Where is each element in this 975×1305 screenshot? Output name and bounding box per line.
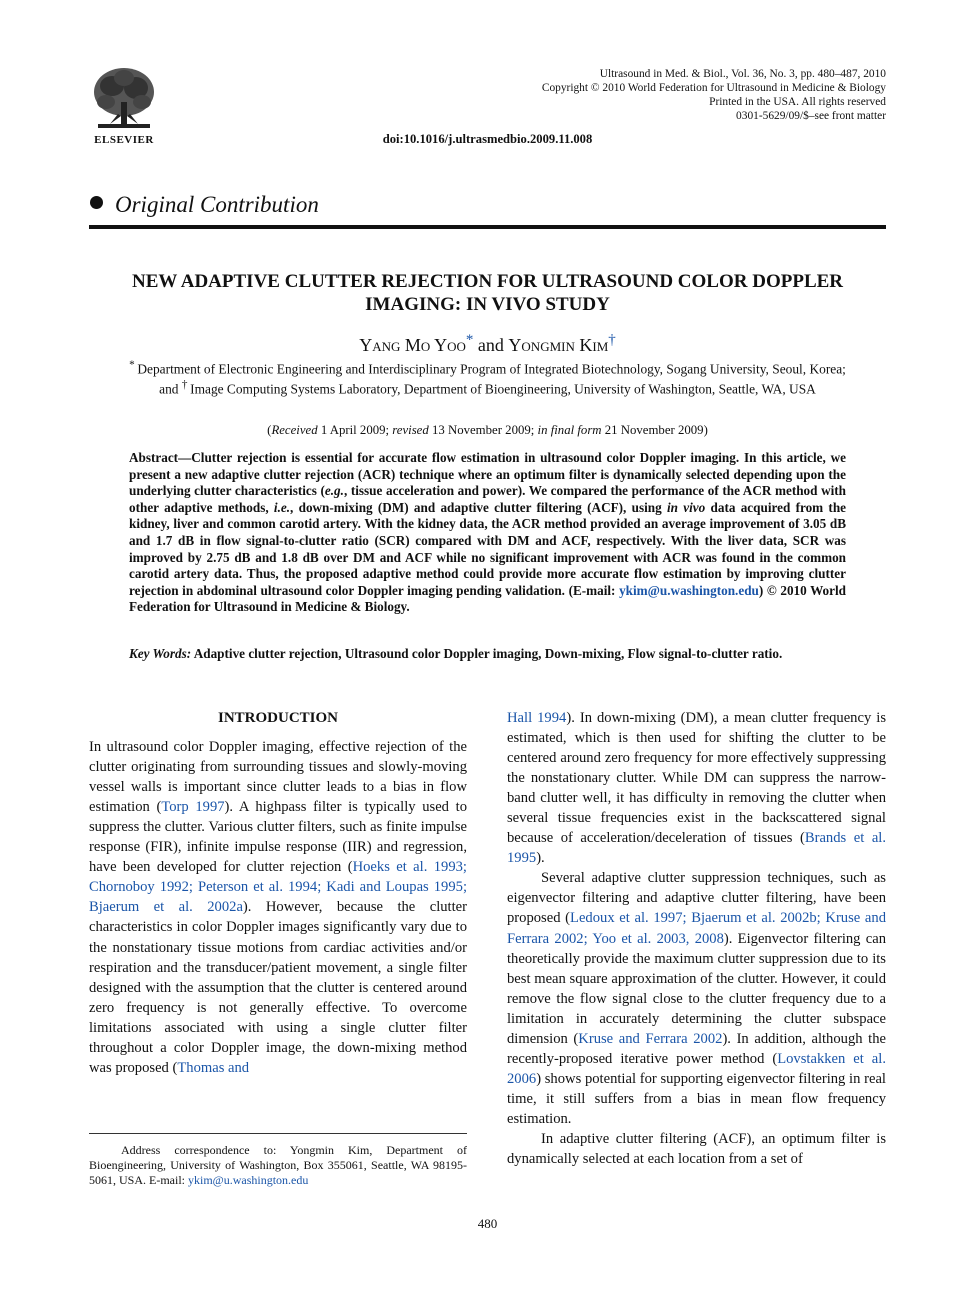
citation-link[interactable]: Kruse and Ferrara 2002 — [578, 1030, 723, 1047]
abstract-lead: Abstract—Clutter rejection is essential for accurate flow estimation in ultrasound color Doppler imaging. In this article, we present a new adaptive clutter rejection (ACR) technique where an optimum filter is dynamically selected depending upon the underlying clutter characteristics ( — [129, 450, 846, 499]
footnote-rule — [89, 1133, 467, 1134]
title-line-2: IMAGING: IN VIVO STUDY — [365, 294, 610, 315]
revised-date: 13 November 2009 — [431, 423, 531, 437]
keywords-label: Key Words: — [129, 646, 192, 661]
abstract-part3: , down-mixing (DM) and adaptive clutter filtering (ACF), using — [290, 499, 662, 515]
author-1-mark[interactable]: * — [465, 332, 474, 348]
citation-link[interactable]: Hoeks et al. 1993; Chornoboy 1992; Peterson et al. 1994; Kadi and Loupas 1995; Bjaerum et al. 2002a — [89, 859, 467, 916]
doi[interactable]: doi:10.1016/j.ultrasmedbio.2009.11.008 — [382, 132, 593, 146]
keywords-text: Adaptive clutter rejection, Ultrasound color Doppler imaging, Down-mixing, Flow signal-to-clutter ratio. — [193, 646, 783, 661]
title-line-1: NEW ADAPTIVE CLUTTER REJECTION FOR ULTRASOUND COLOR DOPPLER — [131, 271, 844, 292]
authors-and: and — [477, 335, 504, 355]
citation-link[interactable]: Brands et al. 1995 — [507, 830, 887, 867]
correspondence-footnote — [89, 1143, 467, 1189]
body-text: In ultrasound color Doppler imaging, effective rejection of the clutter originating from surrounding tissues and slowly-moving vessel walls is important since clutter leads to a bias in flow estimation ( — [89, 739, 467, 816]
received-dates: (Received 1 April 2009; revised 13 November 2009; in final form 21 November 2009) — [267, 423, 708, 437]
body-column-left — [89, 708, 467, 1078]
footnote-email-link[interactable]: ykim@u.washington.edu — [188, 1173, 309, 1188]
journal-info — [542, 67, 886, 123]
citation-link[interactable]: Hall 1994 — [507, 710, 567, 726]
citation-link[interactable]: Lovstakken et al. 2006 — [507, 1050, 886, 1087]
journal-copyright: Copyright © 2010 World Federation for Ultrasound in Medicine & Biology — [541, 82, 886, 94]
publisher-logo-text: ELSEVIER — [94, 134, 154, 146]
journal-citation: Ultrasound in Med. & Biol., Vol. 36, No. 3, pp. 480–487, 2010 — [599, 68, 886, 80]
intro-paragraph-2 — [507, 868, 886, 1129]
journal-issn: 0301-5629/09/$–see front matter — [736, 110, 886, 122]
abstract — [129, 450, 846, 616]
abstract-part2: , tissue acceleration and power). We compared the performance of the ACR method with other adaptive methods, — [129, 483, 846, 515]
body-text: ). Eigenvector filtering can theoretically provide the maximum clutter suppression due to its best mean square approximation of the clutter. However, it could remove the flow signal close to the clutter frequency due to a limitation in accurately determining the clutter subspace dimension ( — [507, 930, 886, 1047]
abstract-eg: e.g. — [324, 483, 344, 499]
affil-text-1: Department of Electronic Engineering and Interdisciplinary Program of Integrated Biotechnology, Sogang University, Seoul, Korea; and — [137, 361, 846, 397]
body-column-right — [507, 708, 886, 1169]
received-label: Received — [271, 423, 318, 437]
citation-link[interactable]: Thomas and — [177, 1059, 250, 1076]
section-label — [90, 192, 319, 218]
body-text: ). A highpass filter is typically used to suppress the clutter. Various clutter filters, such as finite impulse response (FIR), infinite impulse response (IIR) and regression, have been developed for clutter rejection ( — [89, 799, 467, 876]
intro-paragraph-1-cont — [507, 708, 886, 868]
bullet-icon — [90, 196, 103, 209]
body-text: In adaptive clutter filtering (ACF), an optimum filter is dynamically selected at each location from a set of — [507, 1130, 886, 1168]
intro-heading: INTRODUCTION — [217, 710, 338, 726]
abstract-part4: data acquired from the kidney, liver and common carotid artery. With the kidney data, the ACR method provided an average improvement of 3.05 dB and 1.7 dB in flow signal-to-clutter ratio (SCR) compared with DM and ACF, respectively. With the liver data, SCR was improved by 2.75 dB and 1.8 dB over DM and ACF while no significant improvement with ACR was found in the common carotid artery data. Thus, the proposed adaptive method could provide more accurate flow estimation by improving clutter rejection in abdominal ultrasound color Doppler imaging pending validation. (E-mail: — [129, 499, 847, 598]
body-text: Several adaptive clutter suppression techniques, such as eigenvector filtering and adaptive clutter filtering, have been proposed ( — [507, 870, 886, 927]
body-text: ). — [536, 850, 545, 867]
keywords — [129, 646, 846, 663]
article-title — [100, 270, 875, 316]
author-1: Yang Mo Yoo — [359, 335, 466, 355]
citation-link[interactable]: Ledoux et al. 1997; Bjaerum et al. 2002b; Kruse and Ferrara 2002; Yoo et al. 2003, 2008 — [507, 910, 886, 947]
section-label-text: Original Contribution — [115, 192, 319, 217]
citation-link[interactable]: Torp 1997 — [161, 799, 225, 816]
abstract-invivo: in vivo — [666, 499, 706, 515]
page-number: 480 — [477, 1216, 498, 1231]
final-date: 21 November 2009 — [604, 423, 704, 437]
body-text: ) shows potential for supporting eigenvector filtering in real time, it still suffers from a bias in mean flow frequency estimation. — [507, 1070, 886, 1127]
affil-mark-2: † — [181, 379, 188, 392]
affiliations — [120, 357, 855, 398]
abstract-ie: i.e. — [273, 499, 291, 515]
revised-label: revised — [392, 423, 429, 437]
author-2: Yongmin Kim — [508, 335, 609, 355]
intro-paragraph-3 — [507, 1129, 886, 1169]
author-2-mark[interactable]: † — [608, 332, 616, 348]
abstract-tail: ) © 2010 World Federation for Ultrasound in Medicine & Biology. — [129, 582, 846, 615]
affil-mark-1: * — [129, 359, 135, 371]
received-date: 1 April 2009 — [320, 423, 386, 437]
authors — [0, 332, 975, 356]
affil-text-2: Image Computing Systems Laboratory, Department of Bioengineering, University of Washington, Seattle, WA, USA — [190, 381, 816, 397]
abstract-email-link[interactable]: ykim@u.washington.edu — [619, 582, 759, 598]
intro-paragraph-1 — [89, 737, 467, 1078]
header-rule — [89, 225, 886, 229]
body-text: ). However, because the clutter characteristics in color Doppler images significantly vary due to the nonstationary tissue motions from cardiac activities and/or respiration and the transducer/patient movement, a single filter designed with the assumption that the clutter is centered around zero frequency is not generally effective. To overcome limitations associated with using a single clutter filter throughout a color Doppler image, the down-mixing method was proposed ( — [89, 899, 467, 1076]
body-text: ). In down-mixing (DM), a mean clutter frequency is estimated, which is then used for shifting the clutter to be centered around zero frequency for more effectively suppressing the nonstationary clutter. While DM can suppress the narrow-band clutter well, it has difficulty in removing the clutter when several tissue frequencies exist in the backscattered signal because of acceleration/deceleration of tissues ( — [507, 710, 886, 847]
body-text: ). In addition, although the recently-proposed iterative power method ( — [507, 1030, 886, 1067]
journal-printed: Printed in the USA. All rights reserved — [709, 96, 886, 108]
final-label: in final form — [537, 423, 602, 437]
footnote-text: Address correspondence to: Yongmin Kim, Department of Bioengineering, University of Washington, Box 355061, Seattle, WA 98195-5061, USA. E-mail: — [89, 1143, 467, 1188]
